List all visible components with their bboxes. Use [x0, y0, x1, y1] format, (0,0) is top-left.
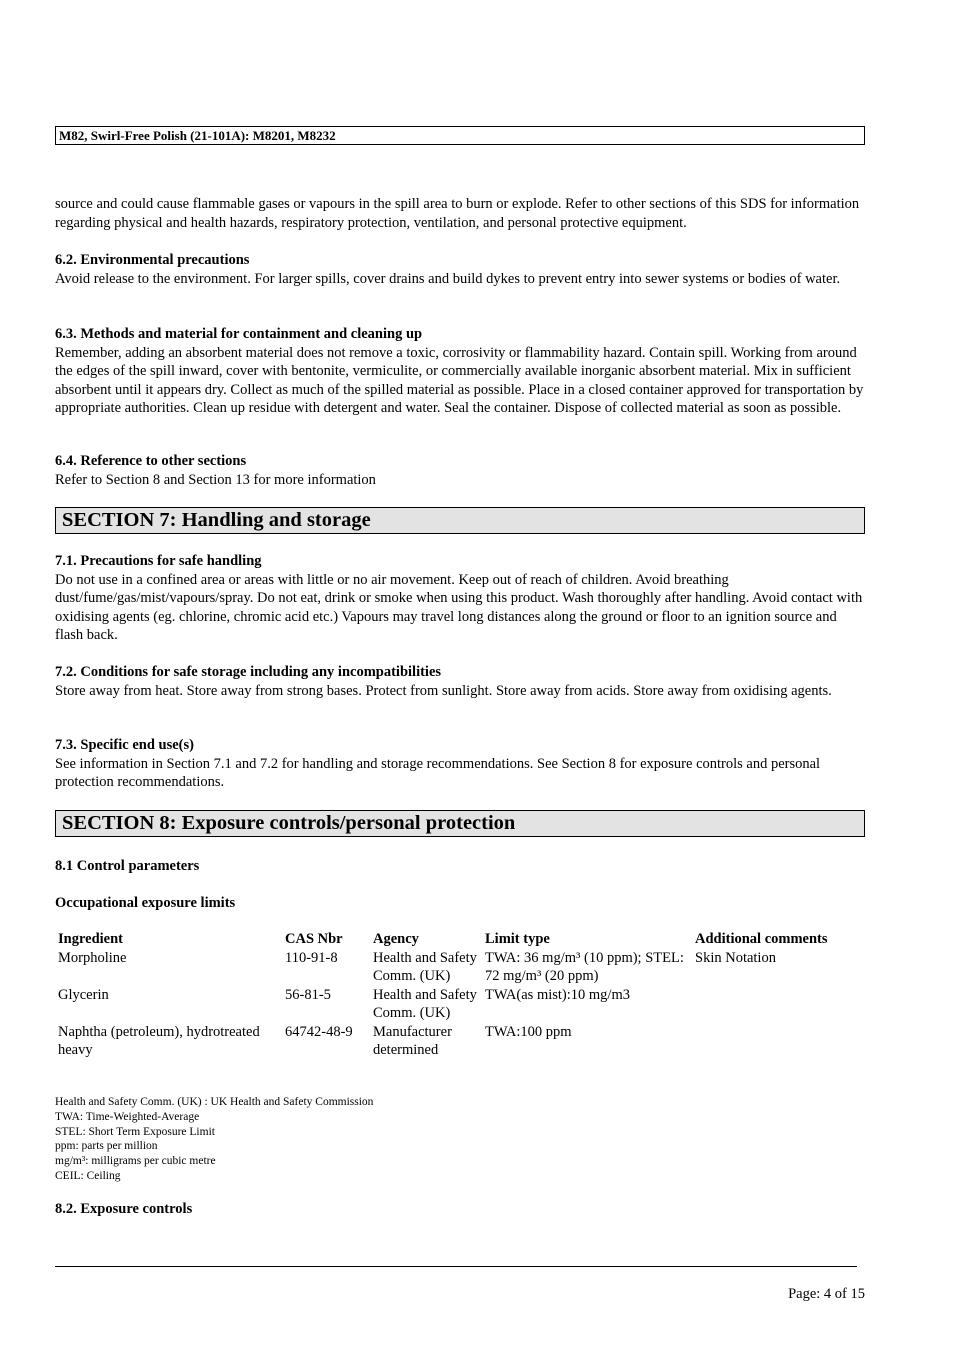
table-header-row: [55, 930, 878, 949]
col-header-comments: Additional comments: [695, 931, 828, 947]
section-7-3: [55, 736, 865, 792]
section-6-3-heading: 6.3. Methods and material for containment and cleaning up: [55, 326, 423, 342]
cell-cas: 110-91-8: [285, 949, 338, 966]
cell-ingredient: Morpholine: [58, 949, 127, 966]
section-7-1-heading: 7.1. Precautions for safe handling: [55, 553, 262, 569]
footer-divider: [55, 1266, 857, 1267]
section-6-4: [55, 452, 865, 489]
cell-comments: [692, 1023, 878, 1060]
section-7-2-heading: 7.2. Conditions for safe storage including any incompatibilities: [55, 664, 442, 680]
section-7-title: SECTION 7: Handling and storage: [62, 509, 371, 531]
section-7-3-body: See information in Section 7.1 and 7.2 for handling and storage recommendations. See Section 8 for exposure controls and personal protection recommendations.: [55, 755, 821, 790]
cell-agency: Manufacturer determined: [373, 1023, 452, 1058]
legend-item: STEL: Short Term Exposure Limit: [55, 1125, 215, 1138]
exposure-limits-table: [55, 930, 878, 1060]
col-header-agency: Agency: [373, 931, 419, 947]
cell-cas: 64742-48-9: [285, 1023, 353, 1040]
intro-paragraph: source and could cause flammable gases or vapours in the spill area to burn or explode. Refer to other sections of this SDS for information regarding physical and health hazards, respiratory protection, ventilation, and personal protective equipment.: [55, 196, 860, 231]
section-8-2-heading: 8.2. Exposure controls: [55, 1201, 193, 1217]
legend-item: Health and Safety Comm. (UK) : UK Health and Safety Commission: [55, 1096, 374, 1108]
section-7-1: [55, 552, 865, 645]
section-6-4-heading: 6.4. Reference to other sections: [55, 453, 247, 469]
section-6-2-heading: 6.2. Environmental precautions: [55, 252, 250, 268]
cell-ingredient: Naphtha (petroleum), hydrotreated heavy: [58, 1023, 260, 1058]
cell-agency: Health and Safety Comm. (UK): [373, 986, 477, 1021]
cell-agency: Health and Safety Comm. (UK): [373, 949, 477, 984]
section-6-4-body: Refer to Section 8 and Section 13 for more information: [55, 471, 376, 488]
abbreviation-legend: [55, 1095, 373, 1184]
col-header-cas: CAS Nbr: [285, 931, 343, 947]
cell-ingredient: Glycerin: [58, 986, 109, 1003]
section-7-1-body: Do not use in a confined area or areas with little or no air movement. Keep out of reach of children. Avoid breathing dust/fume/gas/mist/vapours/spray. Do not eat, drink or smoke when using this product. Wash thoroughly after handling. Avoid contact with oxidising agents (eg. chlorine, chromic acid etc.) Vapours may travel long distances along the ground or floor to an ignition source and flash back.: [55, 571, 863, 643]
table-row: [55, 1023, 878, 1060]
product-title: M82, Swirl-Free Polish (21-101A): M8201, M8232: [59, 128, 336, 143]
oel-subheading: Occupational exposure limits: [55, 895, 236, 911]
legend-item: CEIL: Ceiling: [55, 1169, 121, 1182]
section-8-1-heading: 8.1 Control parameters: [55, 858, 200, 874]
section-7-2-body: Store away from heat. Store away from strong bases. Protect from sunlight. Store away from acids. Store away from oxidising agents.: [55, 682, 832, 699]
section-7-3-heading: 7.3. Specific end use(s): [55, 737, 194, 753]
cell-limit-type: TWA(as mist):10 mg/m3: [485, 986, 630, 1003]
page-number: Page: 4 of 15: [788, 1286, 865, 1302]
cell-cas: 56-81-5: [285, 986, 331, 1003]
section-6-3: [55, 325, 865, 418]
legend-item: ppm: parts per million: [55, 1140, 158, 1153]
legend-item: mg/m³: milligrams per cubic metre: [55, 1155, 216, 1168]
col-header-limit-type: Limit type: [485, 931, 550, 947]
table-row: [55, 986, 878, 1023]
cell-limit-type: TWA: 36 mg/m³ (10 ppm); STEL: 72 mg/m³ (20 ppm): [485, 949, 684, 984]
table-row: [55, 949, 878, 986]
cell-comments: Skin Notation: [695, 949, 776, 966]
section-6-2: [55, 251, 865, 288]
legend-item: TWA: Time-Weighted-Average: [55, 1110, 200, 1123]
cell-comments: [692, 986, 878, 1023]
cell-limit-type: TWA:100 ppm: [485, 1023, 572, 1040]
section-8-banner: [55, 810, 865, 837]
col-header-ingredient: Ingredient: [58, 931, 123, 947]
section-6-3-body: Remember, adding an absorbent material does not remove a toxic, corrosivity or flammability hazard. Contain spill. Working from around the edges of the spill inward, cover with bentonite, vermiculite, or commercially available inorganic absorbent material. Mix in sufficient absorbent until it appears dry. Collect as much of the spilled material as possible. Place in a closed container approved for transportation by appropriate authorities. Clean up residue with detergent and water. Seal the container. Dispose of collected material as soon as possible.: [55, 344, 864, 416]
document-header: [55, 126, 865, 145]
section-6-2-body: Avoid release to the environment. For larger spills, cover drains and build dykes to prevent entry into sewer systems or bodies of water.: [55, 270, 841, 287]
section-7-2: [55, 663, 865, 700]
section-7-banner: [55, 507, 865, 534]
section-8-title: SECTION 8: Exposure controls/personal protection: [62, 812, 516, 834]
